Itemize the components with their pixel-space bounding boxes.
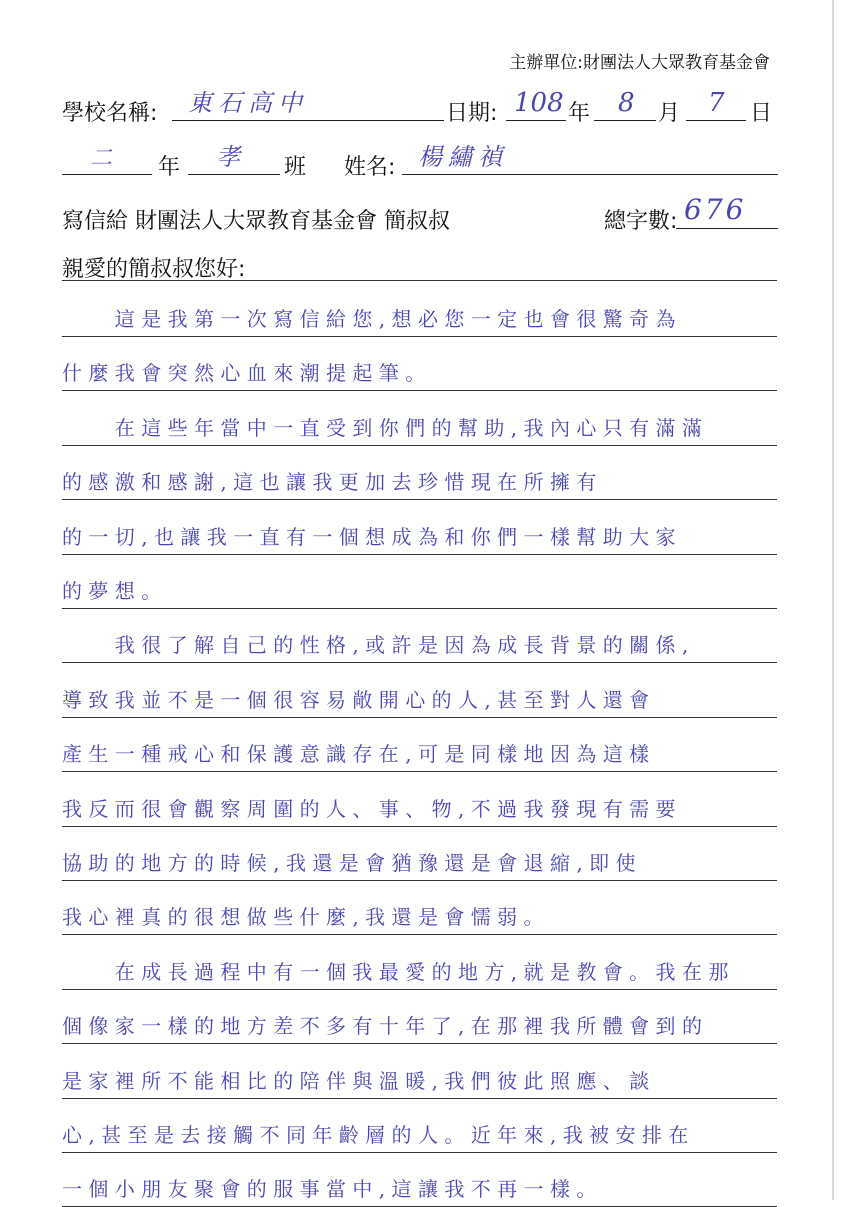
letter-line-text: 在這些年當中一直受到你們的幫助,我內心只有滿滿 xyxy=(62,415,709,440)
school-label: 學校名稱: xyxy=(62,101,158,126)
school-field[interactable] xyxy=(172,90,444,121)
class-value: 孝 xyxy=(216,143,240,171)
letter-line xyxy=(62,735,777,772)
letter-line xyxy=(62,354,777,391)
class-label: 班 xyxy=(284,155,307,180)
word-count-field[interactable] xyxy=(676,193,778,229)
letter-line-text: 協助的地方的時候,我還是會猶豫還是會退縮,即使 xyxy=(62,851,642,875)
letter-line-text: 什麼我會突然心血來潮提起筆。 xyxy=(62,361,432,386)
letter-line xyxy=(62,844,777,881)
letter-line xyxy=(62,898,777,935)
letter-line xyxy=(62,1007,777,1044)
letter-line xyxy=(62,300,777,337)
letter-line-text: 產生一種戒心和保護意識存在,可是同樣地因為這樣 xyxy=(62,742,656,767)
letter-line-text: 是家裡所不能相比的陪伴與溫暖,我們彼此照應、談 xyxy=(62,1068,656,1093)
letter-line-text: 心,甚至是去接觸不同年齡層的人。近年來,我被安排在 xyxy=(62,1123,695,1147)
letter-line-text: 的感激和感謝,這也讓我更加去珍惜現在所擁有 xyxy=(62,470,603,495)
word-count-value: 676 xyxy=(684,193,747,226)
name-label: 姓名: xyxy=(344,155,396,180)
letter-line-text: 我反而很會觀察周圍的人、事、物,不過我發現有需要 xyxy=(62,796,682,821)
letter-line xyxy=(62,790,777,827)
month-field[interactable] xyxy=(594,90,656,121)
letter-to-text: 寫信給 財團法人大眾教育基金會 簡叔叔 xyxy=(62,209,450,234)
letter-line-text: 這是我第一次寫信給您,想必您一定也會很驚奇為 xyxy=(62,307,682,331)
greeting-text: 親愛的簡叔叔您好: xyxy=(62,257,246,282)
letter-line-text: 個像家一樣的地方差不多有十年了,在那裡我所體會到的 xyxy=(62,1014,709,1039)
letter-line xyxy=(62,572,777,609)
letter-line-text: 的一切,也讓我一直有一個想成為和你們一樣幫助大家 xyxy=(62,524,682,549)
school-value: 東石高中 xyxy=(188,89,308,117)
year-label: 年 xyxy=(568,101,591,126)
month-value: 8 xyxy=(618,88,635,118)
name-value: 楊繡禎 xyxy=(418,143,508,171)
recipient-row xyxy=(0,193,848,236)
greeting-line xyxy=(62,244,777,281)
organizer-text: 主辦單位:財團法人大眾教育基金會 xyxy=(509,53,770,73)
class-name-row xyxy=(0,142,848,182)
grade-label: 年 xyxy=(158,155,181,180)
year-field[interactable] xyxy=(506,90,566,121)
letter-line xyxy=(62,626,777,663)
letter-line-text: 在成長過程中有一個我最愛的地方,就是教會。我在那 xyxy=(62,959,735,984)
letter-line-text: 我心裡真的很想做些什麼,我還是會懦弱。 xyxy=(62,905,550,930)
letter-line-text: 我很了解自己的性格,或許是因為成長背景的關係, xyxy=(62,633,695,658)
grade-field[interactable] xyxy=(62,144,152,175)
year-value: 108 xyxy=(514,88,564,118)
letter-line xyxy=(62,1062,777,1099)
letter-line xyxy=(62,463,777,500)
letter-line xyxy=(62,1116,777,1153)
letter-line xyxy=(62,953,777,990)
school-date-row xyxy=(0,88,848,128)
grade-value: 二 xyxy=(90,146,113,171)
class-field[interactable] xyxy=(188,144,280,175)
day-label: 日 xyxy=(750,101,773,126)
letter-line xyxy=(62,1170,777,1207)
name-field[interactable] xyxy=(402,144,778,175)
letter-line xyxy=(62,409,777,446)
day-field[interactable] xyxy=(686,90,746,121)
letter-line-text: 導致我並不是一個很容易敞開心的人,甚至對人還會 xyxy=(62,687,656,712)
letter-line xyxy=(62,681,777,718)
letter-line-text: 的夢想。 xyxy=(62,579,168,603)
word-count-label: 總字數: xyxy=(604,209,678,234)
letter-line xyxy=(62,518,777,555)
date-label: 日期: xyxy=(446,101,498,126)
letter-line-text: 一個小朋友聚會的服事當中,這讓我不再一樣。 xyxy=(62,1177,603,1202)
month-label: 月 xyxy=(658,101,681,126)
day-value: 7 xyxy=(708,88,725,118)
